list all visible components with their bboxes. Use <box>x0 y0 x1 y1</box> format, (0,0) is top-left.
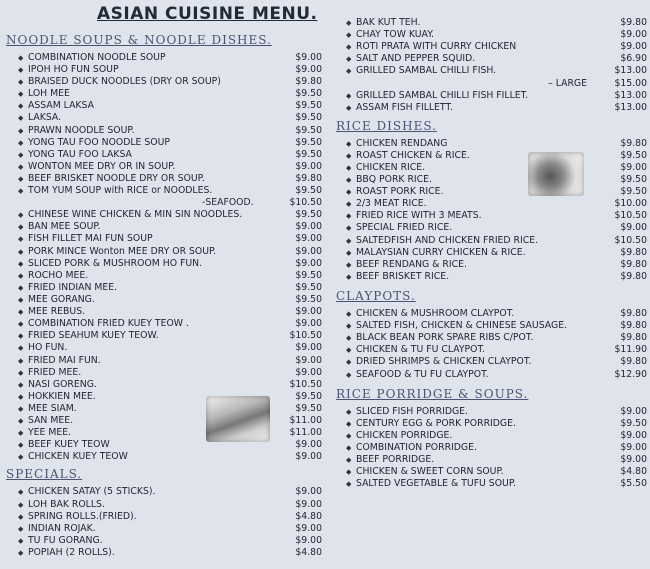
menu-item-hokkien-mee <box>4 391 322 403</box>
item-price: $9.00 <box>620 454 647 465</box>
item-price: $10.50 <box>289 379 322 390</box>
item-name: ROAST PORK RICE. <box>356 186 444 197</box>
menu-item-salted-fish-chicken-chinese-sausage <box>332 320 647 332</box>
menu-item-beef-kuey-teow <box>4 439 322 451</box>
menu-item-loh-bak-rolls <box>4 499 322 511</box>
menu-item-century-egg-pork-porridge <box>332 418 647 430</box>
item-name: DRIED SHRIMPS & CHICKEN CLAYPOT. <box>356 356 532 367</box>
menu-item-chicken-rendang <box>332 138 647 150</box>
menu-item-chicken-rice <box>332 162 647 174</box>
item-name: FRIED MEE. <box>28 367 82 378</box>
item-price: $9.80 <box>620 259 647 270</box>
item-price: $9.50 <box>295 137 322 148</box>
item-name: COMBINATION NOODLE SOUP <box>28 52 166 63</box>
menu-item-tom-yum-soup-with-rice-or-noodles <box>4 185 322 197</box>
item-name: SAN MEE. <box>28 415 74 426</box>
item-price: $9.00 <box>295 451 322 462</box>
menu-item-seafood-tu-fu-claypot <box>332 369 647 381</box>
item-price: $13.00 <box>614 102 647 113</box>
item-name: CENTURY EGG & PORK PORRIDGE. <box>356 418 516 429</box>
bullet-icon: ◆ <box>18 272 24 280</box>
menu-item-tu-fu-gorang <box>4 535 322 547</box>
bullet-icon: ◆ <box>18 513 24 521</box>
item-name: SLICED PORK & MUSHROOM HO FUN. <box>28 258 203 269</box>
bullet-icon: ◆ <box>346 140 352 148</box>
bullet-icon: ◆ <box>18 284 24 292</box>
item-price: $9.00 <box>295 318 322 329</box>
item-price: $9.00 <box>295 499 322 510</box>
item-name: CHICKEN RICE. <box>356 162 426 173</box>
menu-item-beef-brisket-rice <box>332 271 647 283</box>
bullet-icon: ◆ <box>18 344 24 352</box>
item-name: YONG TAU FOO LAKSA <box>28 149 132 160</box>
menu-item-roti-prata-with-curry-chicken <box>332 41 647 53</box>
bullet-icon: ◆ <box>346 358 352 366</box>
item-price: $9.50 <box>295 209 322 220</box>
item-price: $9.50 <box>295 185 322 196</box>
item-price: $5.50 <box>620 478 647 489</box>
bullet-icon: ◆ <box>346 310 352 318</box>
menu-item-fried-seahum-kuey-teow <box>4 330 322 342</box>
section-heading-specials: SPECIALS. <box>6 467 83 482</box>
item-price: $4.80 <box>295 547 322 558</box>
bullet-icon: ◆ <box>346 480 352 488</box>
item-name: CHICKEN RENDANG <box>356 138 448 149</box>
item-price: $11.00 <box>289 415 322 426</box>
bullet-icon: ◆ <box>18 357 24 365</box>
item-price: $9.00 <box>295 161 322 172</box>
bullet-icon: ◆ <box>346 200 352 208</box>
menu-item-large <box>332 78 647 90</box>
bullet-icon: ◆ <box>18 296 24 304</box>
item-name: MEE GORANG. <box>28 294 95 305</box>
item-name: BEEF KUEY TEOW <box>28 439 110 450</box>
item-name: COMBINATION PORRIDGE. <box>356 442 477 453</box>
menu-item-combination-noodle-soup <box>4 52 322 64</box>
bullet-icon: ◆ <box>346 224 352 232</box>
item-price: $9.00 <box>295 233 322 244</box>
menu-item-popiah-2-rolls <box>4 547 322 559</box>
bullet-icon: ◆ <box>346 188 352 196</box>
bullet-icon: ◆ <box>18 90 24 98</box>
bullet-icon: ◆ <box>346 273 352 281</box>
bullet-icon: ◆ <box>346 176 352 184</box>
item-price: $9.00 <box>620 222 647 233</box>
item-price: $12.90 <box>614 369 647 380</box>
item-price: $15.00 <box>614 78 647 89</box>
bullet-icon: ◆ <box>18 260 24 268</box>
menu-item-black-bean-pork-spare-ribs-c-pot <box>332 332 647 344</box>
menu-item-bbq-pork-rice <box>332 174 647 186</box>
menu-item-chicken-satay-5-sticks <box>4 486 322 498</box>
menu-item-sliced-fish-porridge <box>332 406 647 418</box>
item-name: BEEF BRISKET RICE. <box>356 271 450 282</box>
item-name: 2/3 MEAT RICE. <box>356 198 427 209</box>
menu-item-assam-laksa <box>4 100 322 112</box>
item-name: COMBINATION FRIED KUEY TEOW . <box>28 318 189 329</box>
bullet-icon: ◆ <box>18 223 24 231</box>
menu-item-roast-chicken-rice <box>332 150 647 162</box>
bullet-icon: ◆ <box>346 92 352 100</box>
item-name: ROTI PRATA WITH CURRY CHICKEN <box>356 41 517 52</box>
item-name: YONG TAU FOO NOODLE SOUP <box>28 137 171 148</box>
bullet-icon: ◆ <box>346 31 352 39</box>
menu-item-chicken-kuey-teow <box>4 451 322 463</box>
item-name: MALAYSIAN CURRY CHICKEN & RICE. <box>356 247 526 258</box>
menu-item-roast-pork-rice <box>332 186 647 198</box>
bullet-icon: ◆ <box>18 66 24 74</box>
item-price: $13.00 <box>614 65 647 76</box>
bullet-icon: ◆ <box>346 237 352 245</box>
menu-item-beef-rendang-rice <box>332 259 647 271</box>
menu-item-chicken-mushroom-claypot <box>332 308 647 320</box>
bullet-icon: ◆ <box>18 187 24 195</box>
item-name: CHINESE WINE CHICKEN & MIN SIN NOODLES. <box>28 209 243 220</box>
section-heading-noodle-soups-noodle-dishes: NOODLE SOUPS & NOODLE DISHES. <box>6 33 272 47</box>
bullet-icon: ◆ <box>18 175 24 183</box>
menu-item-combination-fried-kuey-teow <box>4 318 322 330</box>
menu-item-yee-mee <box>4 427 322 439</box>
menu-item-pork-mince-wonton-mee-dry-or-soup <box>4 246 322 258</box>
menu-item-indian-rojak <box>4 523 322 535</box>
item-name: POPIAH (2 ROLLS). <box>28 547 115 558</box>
bullet-icon: ◆ <box>18 114 24 122</box>
item-price: $9.00 <box>620 162 647 173</box>
item-name: PORK MINCE Wonton MEE DRY OR SOUP. <box>28 246 217 257</box>
item-price: $9.50 <box>295 270 322 281</box>
item-name: BEEF BRISKET NOODLE DRY OR SOUP. <box>28 173 205 184</box>
item-name: FRIED MAI FUN. <box>28 355 101 366</box>
menu-item-assam-fish-fillett <box>332 102 647 114</box>
item-price: $10.50 <box>289 330 322 341</box>
bullet-icon: ◆ <box>18 369 24 377</box>
bullet-icon: ◆ <box>18 501 24 509</box>
menu-item-wonton-mee-dry-or-in-soup <box>4 161 322 173</box>
item-price: $9.00 <box>620 442 647 453</box>
menu-item-dried-shrimps-chicken-claypot <box>332 356 647 368</box>
item-price: $9.50 <box>295 282 322 293</box>
item-name: CHICKEN & TU FU CLAYPOT. <box>356 344 486 355</box>
item-price: $9.80 <box>620 320 647 331</box>
item-name: NASI GORENG. <box>28 379 97 390</box>
item-name: PRAWN NOODLE SOUP. <box>28 125 135 136</box>
menu-item-chicken-tu-fu-claypot <box>332 344 647 356</box>
menu-item-braised-duck-noodles-dry-or-soup <box>4 76 322 88</box>
menu-item-rocho-mee <box>4 270 322 282</box>
bullet-icon: ◆ <box>18 332 24 340</box>
bullet-icon: ◆ <box>346 432 352 440</box>
item-name: SLICED FISH PORRIDGE. <box>356 406 469 417</box>
item-price: $10.00 <box>614 198 647 209</box>
bullet-icon: ◆ <box>346 43 352 51</box>
item-price: $9.50 <box>295 294 322 305</box>
item-price: $9.80 <box>620 247 647 258</box>
menu-item-yong-tau-foo-laksa <box>4 149 322 161</box>
bullet-icon: ◆ <box>18 417 24 425</box>
item-name: CHICKEN SATAY (5 STICKS). <box>28 486 156 497</box>
menu-item-seafood <box>4 197 322 209</box>
bullet-icon: ◆ <box>346 249 352 257</box>
menu-item-mee-siam <box>4 403 322 415</box>
menu-item-chicken-porridge <box>332 430 647 442</box>
bullet-icon: ◆ <box>18 78 24 86</box>
item-price: $6.90 <box>620 53 647 64</box>
item-price: $9.50 <box>620 186 647 197</box>
bullet-icon: ◆ <box>346 164 352 172</box>
bullet-icon: ◆ <box>18 549 24 557</box>
item-name: BAN MEE SOUP. <box>28 221 101 232</box>
menu-item-grilled-sambal-chilli-fish-fillet <box>332 90 647 102</box>
item-name: BEEF RENDANG & RICE. <box>356 259 467 270</box>
bullet-icon: ◆ <box>346 212 352 220</box>
item-price: $9.50 <box>620 174 647 185</box>
item-price: $9.00 <box>295 258 322 269</box>
menu-item-ho-fun <box>4 342 322 354</box>
bullet-icon: ◆ <box>18 393 24 401</box>
item-name: FRIED INDIAN MEE. <box>28 282 118 293</box>
bullet-icon: ◆ <box>18 429 24 437</box>
item-price: $10.50 <box>614 210 647 221</box>
item-price: $9.00 <box>295 523 322 534</box>
bullet-icon: ◆ <box>18 163 24 171</box>
bullet-icon: ◆ <box>18 211 24 219</box>
item-name: – LARGE <box>548 78 587 89</box>
menu-item-salt-and-pepper-squid <box>332 53 647 65</box>
item-price: $9.50 <box>295 403 322 414</box>
menu-item-ban-mee-soup <box>4 221 322 233</box>
section-heading-claypots: CLAYPOTS. <box>336 289 416 303</box>
bullet-icon: ◆ <box>18 525 24 533</box>
menu-item-laksa <box>4 112 322 124</box>
item-price: $9.50 <box>295 88 322 99</box>
item-price: $9.50 <box>295 391 322 402</box>
bullet-icon: ◆ <box>18 127 24 135</box>
menu-item-salted-vegetable-tufu-soup <box>332 478 647 490</box>
menu-item-grilled-sambal-chilli-fish <box>332 65 647 77</box>
bullet-icon: ◆ <box>346 67 352 75</box>
spring-rolls-photo <box>206 396 270 442</box>
bullet-icon: ◆ <box>346 104 352 112</box>
item-price: $9.00 <box>295 535 322 546</box>
menu-item-san-mee <box>4 415 322 427</box>
item-price: $9.00 <box>295 246 322 257</box>
item-price: $9.50 <box>620 150 647 161</box>
bullet-icon: ◆ <box>18 320 24 328</box>
item-price: $9.00 <box>295 306 322 317</box>
menu-title: ASIAN CUISINE MENU. <box>97 4 318 24</box>
item-price: $13.00 <box>614 90 647 101</box>
item-name: BAK KUT TEH. <box>356 17 421 28</box>
menu-item-2-3-meat-rice <box>332 198 647 210</box>
item-name: FRIED SEAHUM KUEY TEOW. <box>28 330 159 341</box>
bullet-icon: ◆ <box>346 456 352 464</box>
menu-item-bak-kut-teh <box>332 17 647 29</box>
item-price: $9.80 <box>295 76 322 87</box>
bullet-icon: ◆ <box>346 334 352 342</box>
item-name: LOH MEE <box>28 88 70 99</box>
item-price: $9.50 <box>295 100 322 111</box>
item-price: $9.80 <box>620 17 647 28</box>
item-name: TOM YUM SOUP with RICE or NOODLES. <box>28 185 213 196</box>
item-price: $9.00 <box>620 406 647 417</box>
item-name: CHICKEN PORRIDGE. <box>356 430 453 441</box>
bullet-icon: ◆ <box>346 468 352 476</box>
item-price: $9.50 <box>295 149 322 160</box>
menu-item-fish-fillet-mai-fun-soup <box>4 233 322 245</box>
rice-dish-photo <box>528 152 584 196</box>
menu-item-fried-mai-fun <box>4 355 322 367</box>
menu-item-combination-porridge <box>332 442 647 454</box>
bullet-icon: ◆ <box>346 408 352 416</box>
bullet-icon: ◆ <box>346 261 352 269</box>
menu-item-mee-gorang <box>4 294 322 306</box>
bullet-icon: ◆ <box>346 371 352 379</box>
item-price: $4.80 <box>295 511 322 522</box>
item-price: $11.90 <box>614 344 647 355</box>
item-name: IPOH HO FUN SOUP <box>28 64 119 75</box>
item-price: $9.00 <box>295 439 322 450</box>
item-name: YEE MEE. <box>28 427 72 438</box>
item-name: BBQ PORK RICE. <box>356 174 432 185</box>
item-price: $9.00 <box>620 430 647 441</box>
item-name: BEEF PORRIDGE. <box>356 454 435 465</box>
item-price: $9.00 <box>295 52 322 63</box>
item-price: $4.80 <box>620 466 647 477</box>
bullet-icon: ◆ <box>346 444 352 452</box>
item-price: $11.00 <box>289 427 322 438</box>
bullet-icon: ◆ <box>346 322 352 330</box>
item-name: HOKKIEN MEE. <box>28 391 96 402</box>
menu-item-spring-rolls-fried <box>4 511 322 523</box>
item-price: $9.00 <box>295 355 322 366</box>
item-name: MEE SIAM. <box>28 403 77 414</box>
item-price: $9.00 <box>295 342 322 353</box>
item-price: $9.00 <box>620 41 647 52</box>
menu-item-sliced-pork-mushroom-ho-fun <box>4 258 322 270</box>
item-price: $10.50 <box>614 235 647 246</box>
item-name: SEAFOOD & TU FU CLAYPOT. <box>356 369 489 380</box>
item-price: $9.00 <box>295 64 322 75</box>
bullet-icon: ◆ <box>18 248 24 256</box>
item-name: -SEAFOOD. <box>202 197 254 208</box>
item-name: ROCHO MEE. <box>28 270 89 281</box>
item-name: MEE REBUS. <box>28 306 86 317</box>
item-name: GRILLED SAMBAL CHILLI FISH FILLET. <box>356 90 529 101</box>
menu-item-malaysian-curry-chicken-rice <box>332 247 647 259</box>
section-heading-rice-porridge-soups: RICE PORRIDGE & SOUPS. <box>336 386 529 401</box>
bullet-icon: ◆ <box>18 54 24 62</box>
item-price: $9.80 <box>620 271 647 282</box>
bullet-icon: ◆ <box>18 102 24 110</box>
item-name: LAKSA. <box>28 112 62 123</box>
section-heading-rice-dishes: RICE DISHES. <box>336 118 437 133</box>
bullet-icon: ◆ <box>346 346 352 354</box>
bullet-icon: ◆ <box>18 453 24 461</box>
menu-item-yong-tau-foo-noodle-soup <box>4 137 322 149</box>
item-price: $9.50 <box>295 112 322 123</box>
bullet-icon: ◆ <box>18 308 24 316</box>
item-name: CHICKEN & SWEET CORN SOUP. <box>356 466 504 477</box>
bullet-icon: ◆ <box>346 152 352 160</box>
item-name: SALTED VEGETABLE & TUFU SOUP. <box>356 478 516 489</box>
item-name: SPRING ROLLS.(FRIED). <box>28 511 137 522</box>
menu-item-fried-mee <box>4 367 322 379</box>
item-price: $9.50 <box>295 125 322 136</box>
bullet-icon: ◆ <box>18 441 24 449</box>
item-name: BLACK BEAN PORK SPARE RIBS C/POT. <box>356 332 534 343</box>
menu-item-special-fried-rice <box>332 222 647 234</box>
item-name: CHAY TOW KUAY. <box>356 29 434 40</box>
bullet-icon: ◆ <box>18 139 24 147</box>
item-price: $9.80 <box>620 138 647 149</box>
menu-item-chinese-wine-chicken-min-sin-noodles <box>4 209 322 221</box>
bullet-icon: ◆ <box>18 537 24 545</box>
item-name: TU FU GORANG. <box>28 535 103 546</box>
item-name: SPECIAL FRIED RICE. <box>356 222 453 233</box>
menu-item-prawn-noodle-soup <box>4 125 322 137</box>
item-name: WONTON MEE DRY OR IN SOUP. <box>28 161 176 172</box>
menu-item-beef-brisket-noodle-dry-or-soup <box>4 173 322 185</box>
item-name: SALTED FISH, CHICKEN & CHINESE SAUSAGE. <box>356 320 568 331</box>
item-name: CHICKEN & MUSHROOM CLAYPOT. <box>356 308 515 319</box>
item-name: BRAISED DUCK NOODLES (DRY OR SOUP) <box>28 76 221 87</box>
item-name: FISH FILLET MAI FUN SOUP <box>28 233 153 244</box>
item-price: $10.50 <box>289 197 322 208</box>
item-name: GRILLED SAMBAL CHILLI FISH. <box>356 65 497 76</box>
item-price: $9.80 <box>620 308 647 319</box>
menu-item-mee-rebus <box>4 306 322 318</box>
item-name: SALTEDFISH AND CHICKEN FRIED RICE. <box>356 235 539 246</box>
item-name: CHICKEN KUEY TEOW <box>28 451 128 462</box>
item-price: $9.00 <box>295 367 322 378</box>
item-price: $9.80 <box>295 173 322 184</box>
item-price: $9.00 <box>295 486 322 497</box>
menu-item-chicken-sweet-corn-soup <box>332 466 647 478</box>
item-price: $9.50 <box>620 418 647 429</box>
item-name: ASSAM LAKSA <box>28 100 94 111</box>
bullet-icon: ◆ <box>18 405 24 413</box>
bullet-icon: ◆ <box>346 420 352 428</box>
menu-item-saltedfish-and-chicken-fried-rice <box>332 235 647 247</box>
menu-item-chay-tow-kuay <box>332 29 647 41</box>
menu-item-loh-mee <box>4 88 322 100</box>
item-name: INDIAN ROJAK. <box>28 523 96 534</box>
item-price: $9.80 <box>620 332 647 343</box>
bullet-icon: ◆ <box>18 151 24 159</box>
item-name: ROAST CHICKEN & RICE. <box>356 150 470 161</box>
item-price: $9.80 <box>620 356 647 367</box>
menu-item-nasi-goreng <box>4 379 322 391</box>
menu-item-ipoh-ho-fun-soup <box>4 64 322 76</box>
bullet-icon: ◆ <box>18 488 24 496</box>
menu-item-fried-rice-with-3-meats <box>332 210 647 222</box>
bullet-icon: ◆ <box>18 235 24 243</box>
menu-item-beef-porridge <box>332 454 647 466</box>
bullet-icon: ◆ <box>346 55 352 63</box>
item-price: $9.00 <box>295 221 322 232</box>
item-name: LOH BAK ROLLS. <box>28 499 105 510</box>
menu-item-fried-indian-mee <box>4 282 322 294</box>
item-name: ASSAM FISH FILLETT. <box>356 102 453 113</box>
item-name: FRIED RICE WITH 3 MEATS. <box>356 210 482 221</box>
bullet-icon: ◆ <box>18 381 24 389</box>
item-price: $9.00 <box>620 29 647 40</box>
item-name: SALT AND PEPPER SQUID. <box>356 53 476 64</box>
bullet-icon: ◆ <box>346 19 352 27</box>
item-name: HO FUN. <box>28 342 68 353</box>
